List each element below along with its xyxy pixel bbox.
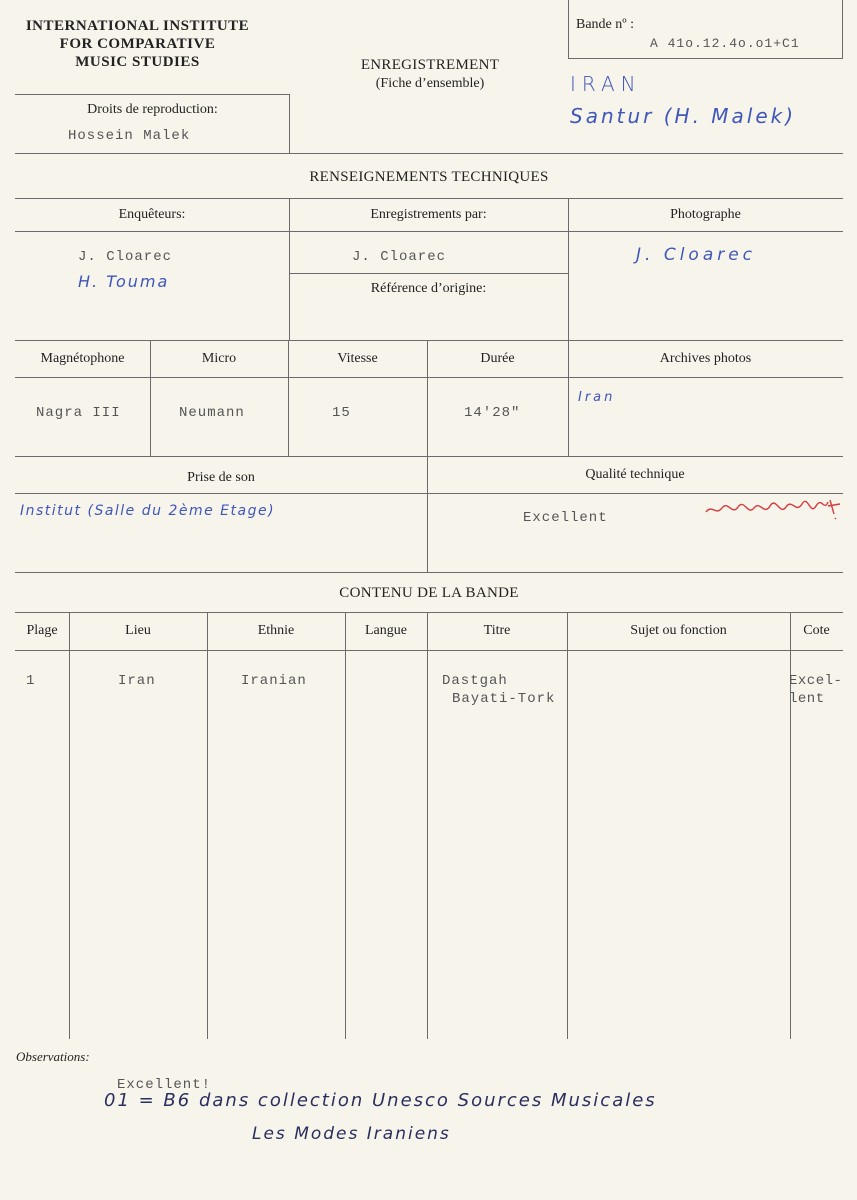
observations-label: Observations: <box>16 1049 90 1064</box>
qualite-label: Qualité technique <box>585 467 685 482</box>
photographe-value: J. Cloarec <box>636 245 757 265</box>
bande-value: A 41o.12.4o.o1+C1 <box>650 36 800 51</box>
col-cote: Cote <box>803 623 830 638</box>
archives-value: Iran <box>578 390 616 405</box>
institute-name <box>10 17 265 71</box>
handwritten-country: IRAN <box>570 72 642 96</box>
doc-title: ENREGISTREMENT <box>360 57 500 73</box>
micro-value: Neumann <box>179 405 245 421</box>
photographe-label: Photographe <box>670 207 741 222</box>
observations-typed: Excellent! <box>117 1077 212 1093</box>
prise-label: Prise de son <box>187 470 255 485</box>
contents-section-title: CONTENU DE LA BANDE <box>339 585 519 601</box>
observations-hand-line1: 01 = B6 dans collection Unesco Sources Musicales <box>104 1090 657 1111</box>
doc-subtitle: (Fiche d’ensemble) <box>375 76 485 91</box>
qualite-value: Excellent <box>523 510 608 526</box>
prise-value: Institut (Salle du 2ème Etage) <box>20 503 276 519</box>
vitesse-value: 15 <box>332 405 351 421</box>
reference-label: Référence d’origine: <box>370 281 487 296</box>
droits-value: Hossein Malek <box>68 128 191 144</box>
enqueteurs-value1: J. Cloarec <box>78 249 173 265</box>
col-sujet: Sujet ou fonction <box>630 623 727 638</box>
row-lieu: Iran <box>118 673 156 689</box>
row-ethnie: Iranian <box>241 673 307 689</box>
row-cote-line1: Excel- <box>789 673 843 689</box>
row-plage: 1 <box>26 673 36 689</box>
col-duree: Durée <box>480 351 515 366</box>
col-ethnie: Ethnie <box>257 623 295 638</box>
red-scribble-mark <box>702 494 842 524</box>
institute-line3: MUSIC STUDIES <box>75 54 200 70</box>
col-titre: Titre <box>483 623 511 638</box>
col-langue: Langue <box>365 623 407 638</box>
col-vitesse: Vitesse <box>337 351 378 366</box>
col-magnetophone: Magnétophone <box>40 351 125 366</box>
enregistrements-value: J. Cloarec <box>352 249 447 265</box>
magnetophone-value: Nagra III <box>36 405 121 421</box>
handwritten-instrument: Santur (H. Malek) <box>570 104 797 128</box>
enqueteurs-value2: H. Touma <box>78 272 170 291</box>
institute-line1: INTERNATIONAL INSTITUTE <box>25 18 250 34</box>
bande-label: Bande nº : <box>576 17 634 32</box>
row-cote-line2: lent <box>789 691 825 707</box>
col-plage: Plage <box>26 623 58 638</box>
observations-hand-line2: Les Modes Iraniens <box>252 1124 451 1144</box>
row-titre-line1: Dastgah <box>442 673 508 689</box>
col-lieu: Lieu <box>125 623 151 638</box>
row-titre-line2: Bayati-Tork <box>452 691 556 707</box>
droits-label: Droits de reproduction: <box>87 102 218 117</box>
enregistrements-label: Enregistrements par: <box>370 207 487 222</box>
enqueteurs-label: Enquêteurs: <box>118 207 186 222</box>
col-archives: Archives photos <box>659 351 752 366</box>
duree-value: 14'28" <box>464 405 521 421</box>
institute-line2: FOR COMPARATIVE <box>59 36 216 52</box>
col-micro: Micro <box>201 351 237 366</box>
technical-section-title: RENSEIGNEMENTS TECHNIQUES <box>309 169 549 185</box>
